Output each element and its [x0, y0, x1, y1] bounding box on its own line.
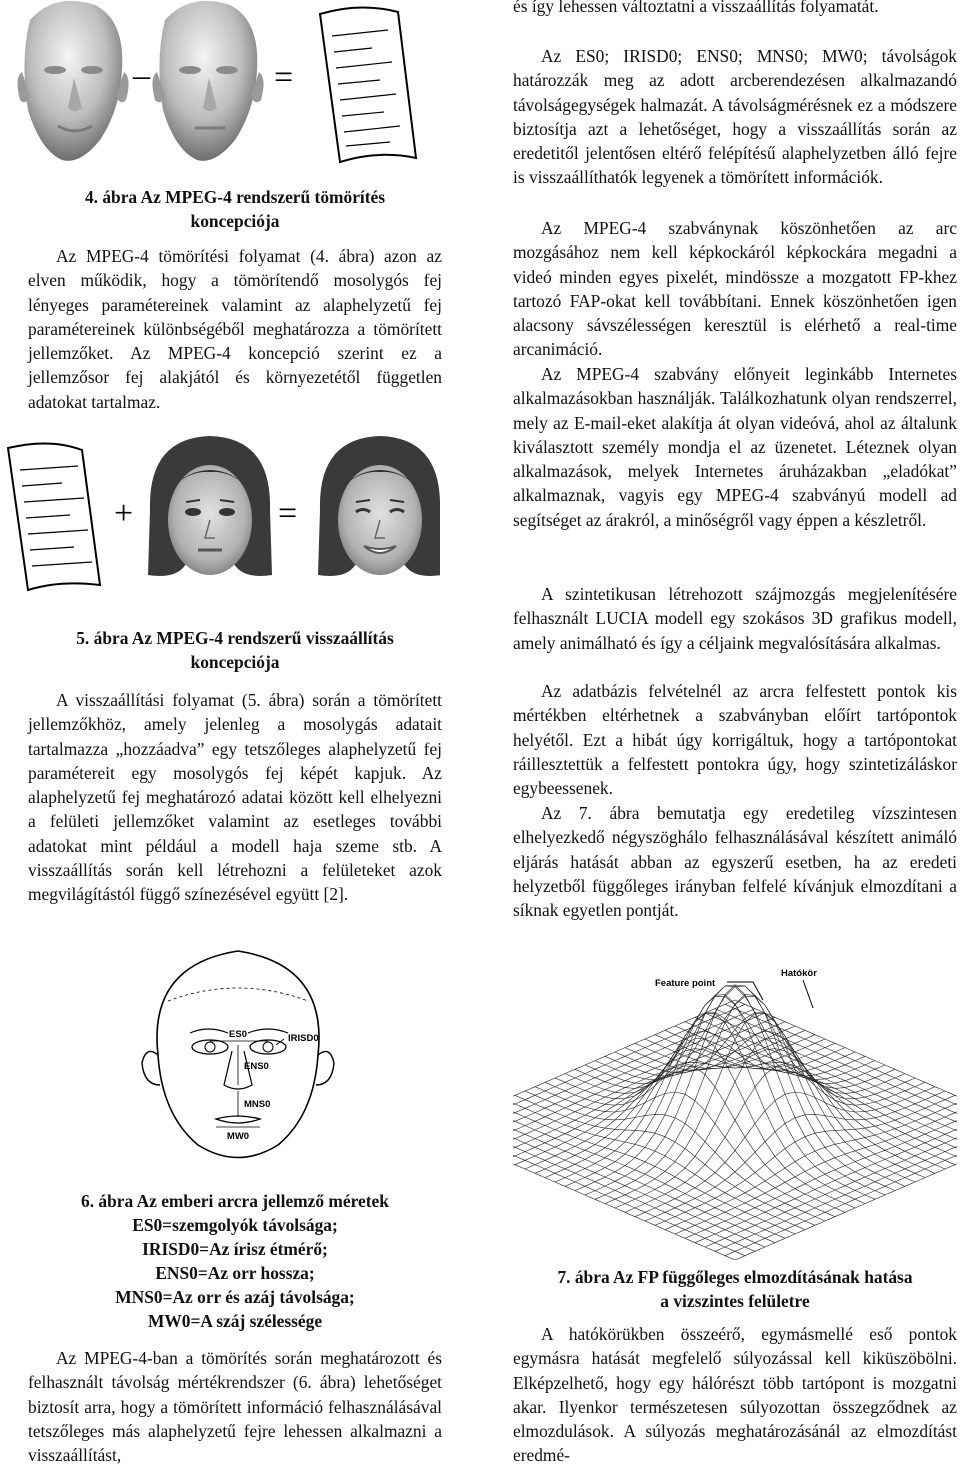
mesh-line	[645, 1091, 945, 1221]
figure-6-art	[128, 945, 348, 1170]
right-paragraph-7: Az 7. ábra bemutatja egy eredetileg vízszintesen elhelyezkedő négyszöghálo felhasználásával készített animáló eljárás hatását abban az egyszerű esetben, ha az eredeti helyzetből függőleges irányban felfelé kívánjuk elmozdítani a síknak egyetlen pontját.	[513, 803, 957, 921]
mesh-line	[655, 1035, 955, 1165]
mesh-line	[605, 996, 905, 1186]
right-paragraph-6: Az adatbázis felvételnél az arcra felfestett pontok kis mértékben eltérhetnek a szabványban előírt tartópontok helyétől. Ezt a hibát úgy korrigáltuk, hogy a tartópontokat ráillesztettük a felfestett pontokra úgy, hogy szintetizáláskor egybeessenek.	[513, 681, 957, 799]
smiling-woman-face	[318, 436, 440, 576]
mesh-line	[705, 1013, 957, 1143]
left-paragraph-2: A visszaállítási folyamat (5. ábra) során a tömörített jellemzőkhöz, amely jelenleg a mosolygás adatait tartalmazza „hozzáadva” egy tetszőleges alaphelyzetű fej paramétereit egy mosolygós fej képét kapjuk. Az alaphelyzetű fej meghatározó adatai között kell elhelyezni a felületi jellemzőket valamint az esetleges további adatokat mint például a modell haja szeme stb. A visszaállítás során kell létrehozni a felületeket azok megvilágítástól függő színezésével együtt [2].	[28, 690, 442, 905]
figure-5-caption-line2: koncepciója	[190, 652, 280, 672]
label-mns0: MNS0	[244, 1099, 271, 1110]
figure-6-caption-line1: 6. ábra Az emberi arcra jellemző méretek	[81, 1191, 389, 1211]
right-paragraph-1: és így lehessen változtatni a visszaállítás folyamatát.	[513, 0, 879, 16]
left-paragraph-3: Az MPEG-4-ban a tömörítés során meghatározott és felhasznált távolság mértékrendszer (6. ábra) lehetőséget biztosít arra, hogy a tömörített információ felhasználásával tetszőleges más alaphelyzetű fejre lehessen alkalmazni a visszaállítást,	[28, 1348, 442, 1466]
label-irisd0: IRISD0	[288, 1033, 319, 1044]
minus-sign: –	[133, 57, 150, 94]
equals-sign: =	[274, 59, 294, 96]
label-es0: ES0	[229, 1029, 247, 1040]
mesh-line	[585, 985, 885, 1195]
figure-6	[128, 945, 348, 1170]
mesh-line	[513, 1030, 805, 1160]
mesh-line	[615, 1013, 915, 1183]
figure-7-caption	[513, 1265, 957, 1313]
mesh-line	[585, 985, 885, 1195]
mesh-line	[645, 1039, 945, 1169]
mesh-line	[525, 1039, 825, 1169]
mesh-line	[555, 1013, 855, 1183]
figure-4-caption	[28, 185, 442, 233]
parameter-scroll-icon	[8, 443, 100, 590]
figure-4-art	[0, 0, 440, 175]
figure-4	[0, 0, 440, 175]
figure-6-caption-line2: ES0=szemgolyók távolsága;	[132, 1215, 338, 1235]
figure-5-art	[0, 430, 440, 600]
mesh-line	[513, 1100, 805, 1230]
mesh-line	[513, 1108, 785, 1238]
figure-5	[0, 430, 440, 600]
label-feature-point: Feature point	[655, 978, 716, 989]
right-paragraph-2: Az ES0; IRISD0; ENS0; MNS0; MW0; távolságok határozzák meg az adott arcberendezésen alkalmazandó távolságegységek halmazát. A távolságmérésnek ez a módszere biztosítja azt a lehetőséget, hogy a visszaállítás során az eredetitől jelentősen eltérő felépítésű alaphelyzetben álló fejre is visszaállíthatók legyenek a tömörített információk.	[513, 46, 957, 188]
figure-5-caption-line1: 5. ábra Az MPEG-4 rendszerű visszaállítás	[76, 628, 394, 648]
gray-smiling-head	[17, 1, 128, 161]
mesh-line	[665, 1100, 957, 1230]
figure-7-caption-line2: a vizszintes felületre	[660, 1291, 810, 1311]
left-paragraph-1: Az MPEG-4 tömörítési folyamat (4. ábra) azon az elven működik, hogy a tömörítendő mosolygós fej lényeges paramétereinek valamint az alaphelyzetű fej paramétereinek különbségéből meghatározza a tömörített jellemzőket. Az MPEG-4 koncepció szerint ez a jellemzősor fej alakjától és környezetétől független adatokat tartalmaz.	[28, 246, 442, 412]
gray-neutral-head	[152, 1, 263, 161]
mesh-line	[685, 1108, 957, 1238]
mesh-line	[513, 1017, 775, 1147]
right-paragraph-8: A hatókörükben összeérő, egymásmellé eső pontok egymásra hatását megfelelő súlyozással kell kiküszöbölni. Elképzelhető, hogy egy hálórészt több tartópont is mozgatni akar. Ilyenkor természetesen súlyozottan összegződnek az elmozdulások. A súlyozás meghatározásánál az elmozdítást eredmé-	[513, 1324, 957, 1466]
mesh-line	[513, 1013, 765, 1143]
figure-4-caption-line1: 4. ábra Az MPEG-4 rendszerű tömörítés	[84, 187, 386, 207]
figure-6-caption	[28, 1189, 442, 1333]
neutral-woman-face	[148, 436, 272, 576]
parameter-scroll-icon	[320, 7, 416, 162]
right-paragraph-5: A szintetikusan létrehozott szájmozgás megjelenítésére felhasznált LUCIA modell egy szokásos 3D grafikus modell, amely animálható és így a céljaink megvalósítására alkalmas.	[513, 584, 957, 653]
equals-sign: =	[278, 495, 298, 532]
plus-sign: +	[114, 495, 134, 532]
figure-7-mesh-surface	[513, 960, 957, 1260]
label-hatokor: Hatókör	[781, 968, 817, 979]
figure-7	[513, 960, 957, 1260]
mesh-line	[675, 1104, 957, 1234]
mesh-line	[665, 1030, 957, 1160]
mesh-line	[513, 1104, 795, 1234]
mesh-line	[525, 1091, 825, 1221]
figure-6-caption-line6: MW0=A száj szélessége	[147, 1311, 323, 1331]
figure-7-caption-line1: 7. ábra Az FP függőleges elmozdításának hatása	[557, 1267, 913, 1287]
figure-6-caption-line4: ENS0=Az orr hossza;	[155, 1263, 315, 1283]
mesh-line	[515, 1035, 815, 1165]
figure-5-caption	[28, 626, 442, 674]
label-ens0: ENS0	[244, 1061, 269, 1072]
right-paragraph-4: Az MPEG-4 szabvány előnyeit leginkább Internetes alkalmazásokban használják. Találkozhatunk olyan rendszerrel, mely az E-mail-eket alakítja át olyan videóvá, ahol az általunk kiválasztott személy mondja el az üzenetet. Léteznek olyan alkalmazások, melyek Internetes áruházakban „eladókat” alkalmaznak, vagyis egy MPEG-4 szabványú modell ad segítséget az árakról, a minőségről vagy éppen a készletről.	[513, 364, 957, 530]
mesh-line	[565, 996, 865, 1186]
label-mw0: MW0	[226, 1131, 250, 1142]
mesh-line	[695, 1017, 957, 1147]
right-paragraph-3: Az MPEG-4 szabványnak köszönhetően az arc mozgásához nem kell képkockáról képkockára megadni a videó minden egyes pixelét, mindössze a mozgatott FP-khez tartozó FAP-okat kell továbbítani. Ennek köszönhetően igen alacsony sávszélességen keresztül is elérhető a real-time arcanimáció.	[513, 218, 957, 360]
figure-6-caption-line5: MNS0=Az orr és azáj távolsága;	[115, 1287, 355, 1307]
figure-4-caption-line2: koncepciója	[190, 211, 280, 231]
figure-6-caption-line3: IRISD0=Az írisz étmérő;	[142, 1239, 328, 1259]
